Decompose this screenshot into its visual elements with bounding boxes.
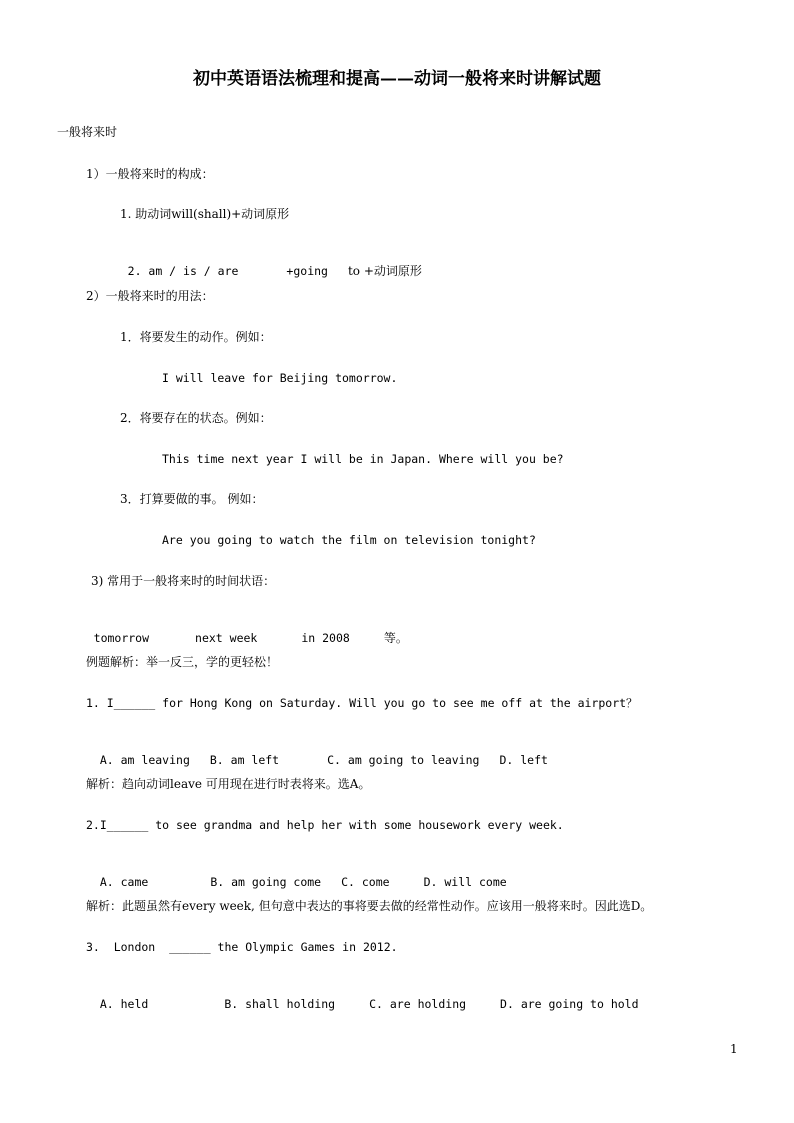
usage-example-1: I will leave for Beijing tomorrow.: [162, 371, 398, 385]
page-number: 1: [730, 1042, 738, 1056]
structure-item-2: [120, 247, 422, 279]
page-title: 初中英语语法梳理和提高——动词一般将来时讲解试题: [193, 69, 601, 89]
examples-heading: 例题解析：举一反三，学的更轻松！: [86, 655, 279, 669]
option-b: B. am left: [209, 753, 280, 767]
adverbial-etc: 等。: [383, 631, 408, 645]
option-d: D. left: [499, 753, 548, 767]
question-3: 3. London ______ the Olympic Games in 2012.: [86, 940, 398, 954]
usage-heading: 2）一般将来时的用法：: [86, 289, 214, 303]
structure-item-1: 1. 助动词will(shall)+动词原形: [120, 207, 290, 221]
structure-item-2-part-c: to +动词原形: [347, 264, 422, 278]
option-c: C. come: [341, 875, 390, 889]
option-a: A. held: [99, 997, 149, 1011]
adverbials-list: [86, 614, 408, 646]
option-a: A. am leaving: [99, 753, 190, 767]
structure-item-2-part-b: +going: [286, 264, 328, 278]
usage-example-2: This time next year I will be in Japan. Where will you be?: [162, 452, 564, 466]
usage-example-3: Are you going to watch the film on television tonight?: [162, 533, 536, 547]
structure-item-2-part-a: 2. am / is / are: [127, 264, 239, 278]
question-1: 1. I______ for Hong Kong on Saturday. Will you go to see me off at the airport？: [86, 696, 638, 710]
usage-item-1: 1．将要发生的动作。例如：: [120, 330, 272, 344]
section-heading: 一般将来时: [57, 125, 118, 139]
question-2-options: [86, 858, 507, 890]
adverbials-heading: 3) 常用于一般将来时的时间状语：: [91, 574, 276, 588]
question-1-analysis: 解析：趋向动词leave 可用现在进行时表将来。选A。: [86, 777, 371, 791]
option-d: D. will come: [423, 875, 507, 889]
option-b: B. shall holding: [224, 997, 336, 1011]
adverbial-2: next week: [195, 631, 258, 645]
question-2: 2.I______ to see grandma and help her with some housework every week.: [86, 818, 564, 832]
usage-item-3: 3．打算要做的事。 例如：: [120, 492, 264, 506]
structure-heading: 1）一般将来时的构成：: [86, 167, 214, 181]
adverbial-3: in 2008: [301, 631, 350, 645]
option-a: A. came: [99, 875, 149, 889]
question-3-options: [86, 980, 639, 1012]
usage-item-2: 2．将要存在的状态。例如：: [120, 411, 272, 425]
option-c: C. am going to leaving: [327, 753, 480, 767]
option-d: D. are going to hold: [500, 997, 639, 1011]
option-b: B. am going come: [210, 875, 322, 889]
question-1-options: [86, 736, 548, 768]
adverbial-1: tomorrow: [93, 631, 150, 645]
question-2-analysis: 解析：此题虽然有every week, 但句意中表达的事将要去做的经常性动作。应该用一般将来时。因此选D。: [86, 899, 653, 913]
option-c: C. are holding: [369, 997, 467, 1011]
